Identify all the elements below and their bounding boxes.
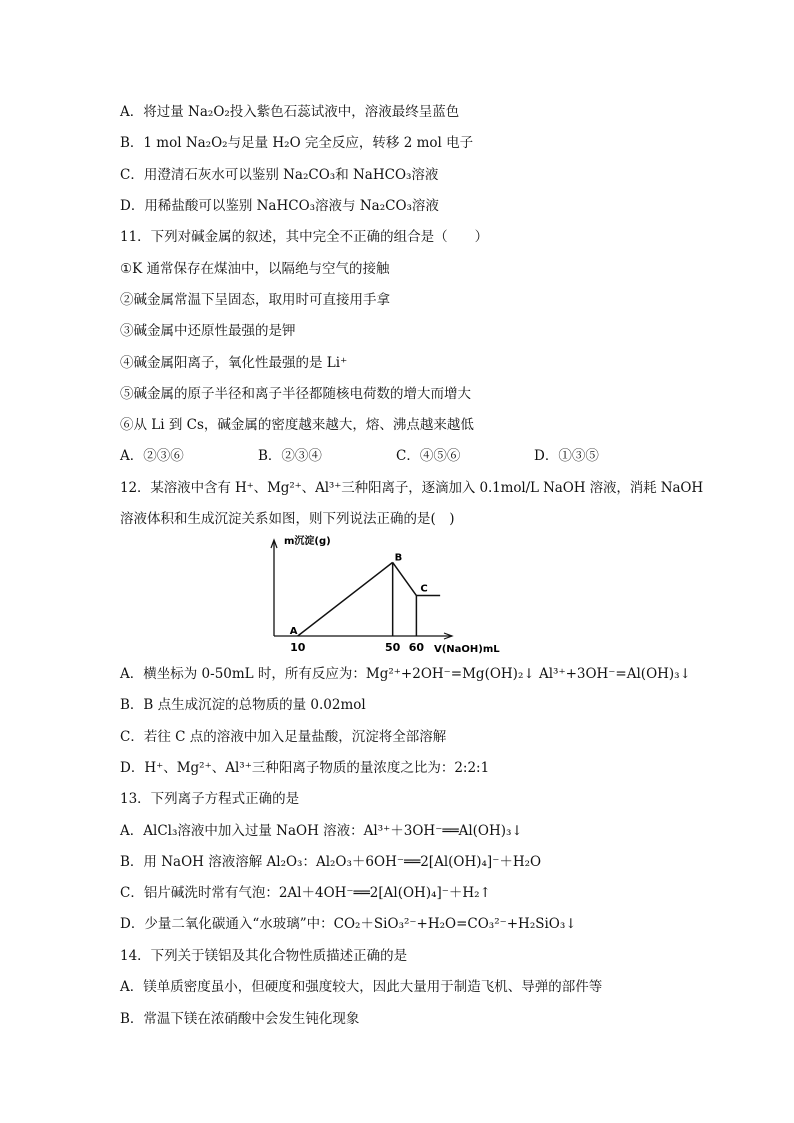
q13-option-b: B．用 NaOH 溶液溶解 Al₂O₃：Al₂O₃＋6OH⁻══2[Al(OH)₄]⁻＋H₂O xyxy=(120,854,542,870)
q11-statement-1: ①K 通常保存在煤油中，以隔绝与空气的接触 xyxy=(120,261,390,277)
q12-option-a: A．横坐标为 0-50mL 时，所有反应为：Mg²⁺+2OH⁻=Mg(OH)₂↓ Al³⁺+3OH⁻=Al(OH)₃↓ xyxy=(120,666,691,682)
q11-stem: 11．下列对碱金属的叙述，其中完全不正确的组合是（ ） xyxy=(120,229,489,245)
q12-option-d: D．H⁺、Mg²⁺、Al³⁺三种阳离子物质的量浓度之比为：2:2:1 xyxy=(120,760,490,776)
q11-choice-b: B．②③④ xyxy=(258,448,322,464)
q10-option-d: D．用稀盐酸可以鉴别 NaHCO₃溶液与 Na₂CO₃溶液 xyxy=(120,198,439,214)
q13-stem: 13．下列离子方程式正确的是 xyxy=(120,791,300,807)
q14-stem: 14．下列关于镁铝及其化合物性质描述正确的是 xyxy=(120,948,408,964)
q13-option-d: D．少量二氧化碳通入“水玻璃”中：CO₂＋SiO₃²⁻+H₂O=CO₃²⁻+H₂SiO₃↓ xyxy=(120,916,577,932)
q13-option-a: A．AlCl₃溶液中加入过量 NaOH 溶液：Al³⁺＋3OH⁻══Al(OH)₃↓ xyxy=(120,823,523,839)
x-tick-label-50: 50 xyxy=(385,641,401,654)
point-label-a: A xyxy=(289,626,298,637)
q12-stem-line1: 12．某溶液中含有 H⁺、Mg²⁺、Al³⁺三种阳离子，逐滴加入 0.1mol/L NaOH 溶液，消耗 NaOH xyxy=(120,480,704,496)
q12-stem-line2: 溶液体积和生成沉淀关系如图，则下列说法正确的是( ) xyxy=(120,511,455,527)
point-label-b: B xyxy=(394,552,403,564)
q11-statement-6: ⑥从 Li 到 Cs，碱金属的密度越来越大，熔、沸点越来越低 xyxy=(120,417,474,433)
q12-option-b: B．B 点生成沉淀的总物质的量 0.02mol xyxy=(120,697,366,713)
y-axis-label: m沉淀(g) xyxy=(284,536,331,547)
q11-statement-5: ⑤碱金属的原子半径和离子半径都随核电荷数的增大而增大 xyxy=(120,386,471,402)
x-tick-label-60: 60 xyxy=(408,641,425,654)
q13-option-c: C．铝片碱洗时常有气泡：2Al＋4OH⁻══2[Al(OH)₄]⁻＋H₂↑ xyxy=(120,885,491,901)
q11-choice-a: A．②③⑥ xyxy=(120,448,184,464)
x-axis-label: V(NaOH)mL xyxy=(434,644,500,655)
q10-option-c: C．用澄清石灰水可以鉴别 Na₂CO₃和 NaHCO₃溶液 xyxy=(120,167,439,183)
q11-choices xyxy=(120,447,599,465)
q11-statement-3: ③碱金属中还原性最强的是钾 xyxy=(120,323,296,339)
chart-segment-1 xyxy=(298,562,393,636)
chart-lines xyxy=(298,562,440,636)
q12-option-c: C．若往 C 点的溶液中加入足量盐酸，沉淀将全部溶解 xyxy=(120,729,447,745)
q11-choice-d: D．①③⑤ xyxy=(534,448,599,464)
x-tick-label-10: 10 xyxy=(290,641,306,654)
q14-option-b: B．常温下镁在浓硝酸中会发生钝化现象 xyxy=(120,1011,360,1027)
point-label-c: C xyxy=(420,583,428,595)
q10-option-b: B．1 mol Na₂O₂与足量 H₂O 完全反应，转移 2 mol 电子 xyxy=(120,135,474,151)
q14-option-a: A．镁单质密度虽小，但硬度和强度较大，因此大量用于制造飞机、导弹的部件等 xyxy=(120,979,603,995)
q11-statement-4: ④碱金属阳离子，氧化性最强的是 Li⁺ xyxy=(120,355,348,371)
q11-statement-2: ②碱金属常温下呈固态，取用时可直接用手拿 xyxy=(120,292,390,308)
precipitate-chart xyxy=(262,534,502,658)
q10-option-a: A．将过量 Na₂O₂投入紫色石蕊试液中，溶液最终呈蓝色 xyxy=(120,104,460,120)
chart-segment-2 xyxy=(393,562,417,595)
q11-choice-c: C．④⑤⑥ xyxy=(396,448,461,464)
